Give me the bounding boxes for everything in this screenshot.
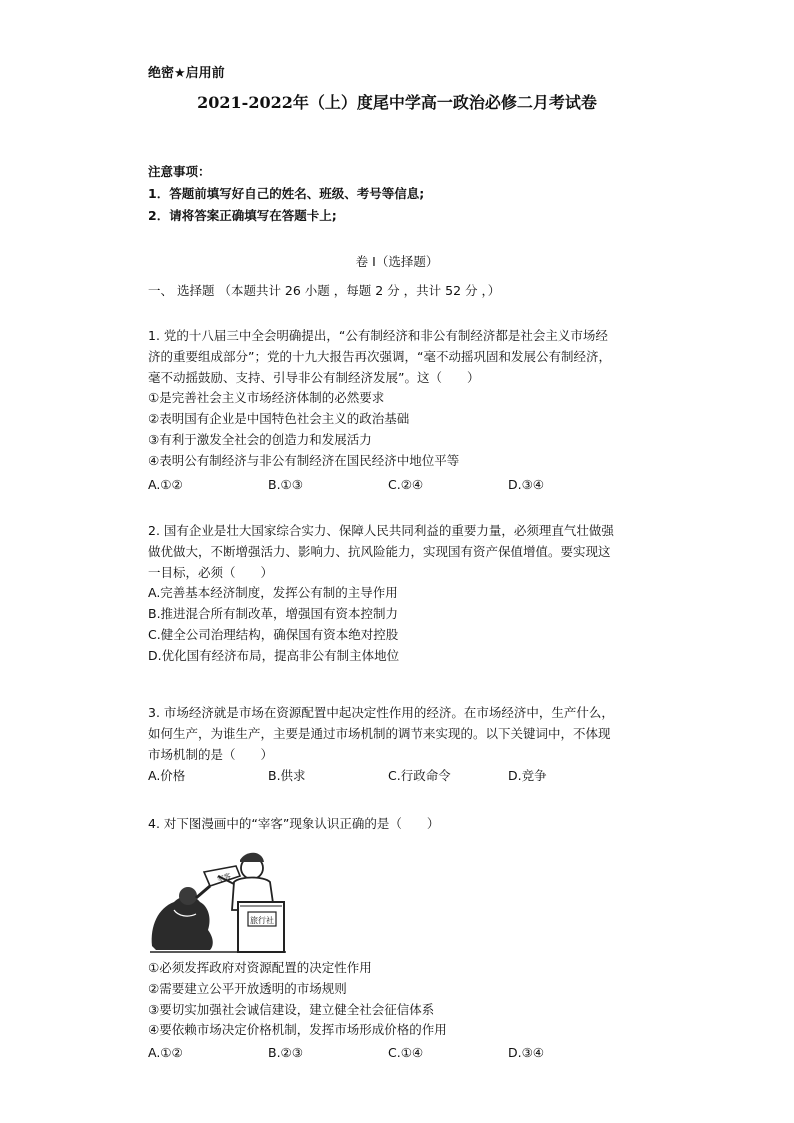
question-3-stem-line: 如何生产，为谁生产，主要是通过市场机制的调节来实现的。以下关键词中，不体现 [148,725,611,741]
question-4 [148,814,668,835]
section-title: 卷 I（选择题） [355,254,439,269]
question-4-statement: ④要依赖市场决定价格机制，发挥市场形成价格的作用 [148,1022,447,1038]
question-1-statement: ①是完善社会主义市场经济体制的必然要求 [148,390,385,406]
exam-title: 2021-2022年（上）度尾中学高一政治必修二月考试卷 [197,93,597,112]
question-1-statement: ④表明公有制经济与非公有制经济在国民经济中地位平等 [148,452,460,468]
question-4-statement: ①必须发挥政府对资源配置的决定性作用 [148,960,372,975]
question-2-option-b[interactable]: B.推进混合所有制改革，增强国有资本控制力 [148,606,399,622]
question-2-option-d[interactable]: D.优化国有经济布局，提高非公有制主体地位 [148,647,400,663]
question-1-option-b[interactable]: B.①③ [268,477,303,492]
question-2-option-c[interactable]: C.健全公司治理结构，确保国有资本绝对控股 [148,626,399,642]
notice-item-2: 2．请将答案正确填写在答题卡上; [148,208,337,223]
question-1-stem-line: 毫不动摇鼓励、支持、引导非公有制经济发展”。这（ ） [148,369,480,385]
question-1-option-d[interactable]: D.③④ [508,477,545,492]
question-4-statement: ②需要建立公平开放透明的市场规则 [148,980,347,996]
question-3-option-b[interactable]: B.供求 [268,768,306,783]
question-2-stem-line: 2. 国有企业是壮大国家综合实力、保障人民共同利益的重要力量，必须理直气壮做强 [148,523,614,538]
question-1-statement: ③有利于激发全社会的创造力和发展活力 [148,431,372,447]
question-1 [148,326,668,472]
question-2-stem-line: 做优做大，不断增强活力、影响力、抗风险能力，实现国有资产保值增值。要实现这 [148,543,611,559]
question-2-option-a[interactable]: A.完善基本经济制度，发挥公有制的主导作用 [148,585,398,601]
notice-heading: 注意事项： [148,164,211,179]
notice-item-1: 1．答题前填写好自己的姓名、班级、考号等信息; [148,186,425,201]
question-3-option-d[interactable]: D.竞争 [508,768,547,783]
question-3-stem-line: 市场机制的是（ ） [148,746,274,762]
cartoon-label-travel-agency: 旅行社 [250,916,274,925]
question-4-options [148,1045,668,1065]
question-1-option-a[interactable]: A.①② [148,477,183,492]
confidential-mark: 绝密★启用前 [148,66,225,81]
question-2 [148,521,668,667]
question-1-option-c[interactable]: C.②④ [388,477,424,492]
question-3-stem-line: 3. 市场经济就是市场在资源配置中起决定性作用的经济。在市场经济中，生产什么， [148,705,614,720]
cartoon-image [148,846,288,956]
question-1-stem-line: 1. 党的十八届三中全会明确提出，“公有制经济和非公有制经济都是社会主义市场经 [148,328,608,343]
question-3 [148,703,668,765]
question-4-statements [148,958,668,1041]
question-1-statement: ②表明国有企业是中国特色社会主义的政治基础 [148,411,410,427]
part-heading: 一、 选择题 （本题共计 26 小题 ，每题 2 分 ，共计 52 分 ，） [148,283,501,298]
question-4-option-c[interactable]: C.①④ [388,1045,424,1060]
question-1-options [148,477,668,497]
question-1-stem-line: 济的重要组成部分”；党的十九大报告再次强调，“毫不动摇巩固和发展公有制经济， [148,348,611,364]
question-4-option-d[interactable]: D.③④ [508,1045,545,1060]
question-4-option-a[interactable]: A.①② [148,1045,183,1060]
question-3-option-a[interactable]: A.价格 [148,768,186,783]
question-4-stem-line: 4. 对下图漫画中的“宰客”现象认识正确的是（ ） [148,816,440,831]
cartoon-label-rip-off: 宰客 [216,871,232,884]
question-4-statement: ③要切实加强社会诚信建设，建立健全社会征信体系 [148,1001,435,1017]
question-2-stem-line: 一目标，必须（ ） [148,564,274,580]
question-4-option-b[interactable]: B.②③ [268,1045,303,1060]
question-3-option-c[interactable]: C.行政命令 [388,768,451,783]
question-3-options [148,766,668,786]
